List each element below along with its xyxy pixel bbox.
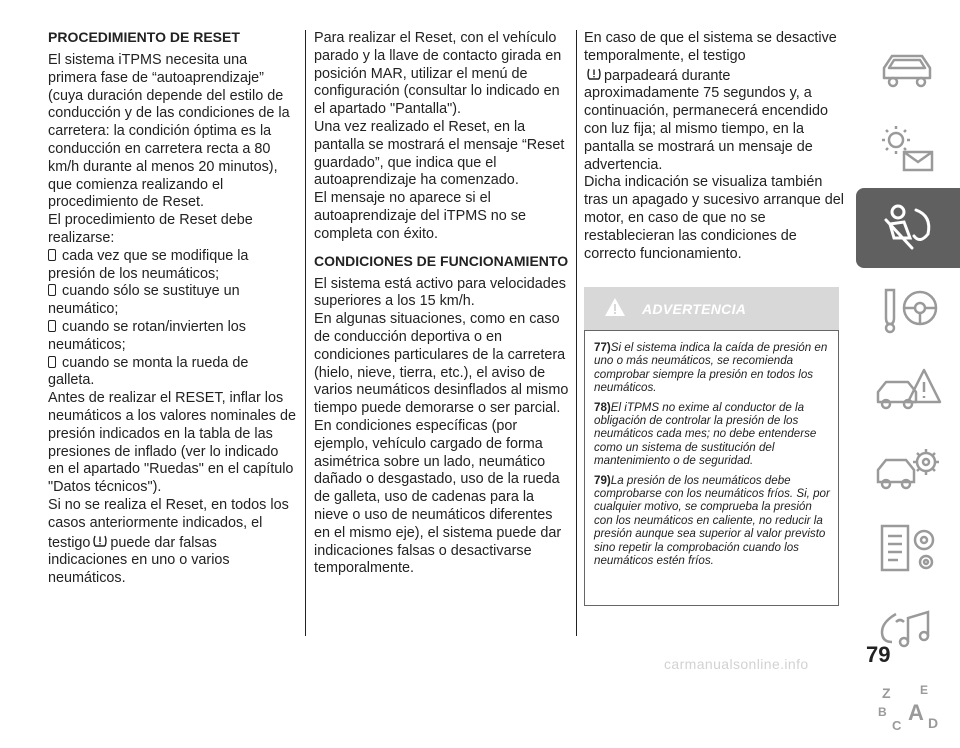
section-heading-reset: PROCEDIMIENTO DE RESET bbox=[48, 29, 240, 45]
list-item: cuando se rotan/invierten los neumáticos; bbox=[48, 318, 246, 353]
chapter-tab-warning-lights[interactable] bbox=[856, 108, 960, 188]
chapter-sidebar bbox=[856, 28, 960, 748]
paragraph: El sistema iTPMS necesita una primera fase de “autoaprendizaje” (cuya duración depende del estilo de conducción y de las condiciones de la carretera: la condición óptima es la conducción en carretera recta a 80 km/h durante al menos 20 minutos), que comienza realizando el procedimiento de Reset. bbox=[48, 52, 290, 211]
column-left bbox=[48, 30, 298, 588]
warning-title: ADVERTENCIA bbox=[642, 301, 747, 317]
tire-pressure-warning-icon bbox=[586, 66, 602, 82]
svg-text:B: B bbox=[878, 705, 887, 719]
list-item: cuando se monta la rueda de galleta. bbox=[48, 354, 249, 389]
svg-text:A: A bbox=[908, 700, 924, 725]
column-right bbox=[584, 30, 844, 263]
index-icon bbox=[872, 678, 944, 738]
chapter-tab-start-drive[interactable] bbox=[856, 268, 960, 348]
column-divider bbox=[305, 30, 306, 636]
warning-body bbox=[584, 330, 839, 606]
svg-text:D: D bbox=[928, 715, 939, 731]
paragraph: Antes de realizar el RESET, inflar los neumáticos a los valores nominales de presión indicados en la tabla de las presiones de inflado (ver lo indicado en el apartado "Ruedas" en el capítulo "Datos técnicos"). bbox=[48, 390, 296, 496]
paragraph: Si no se realiza el Reset, en todos los casos anteriormente indicados, el testigo puede dar falsas indicaciones en uno o varios neumáticos. bbox=[48, 496, 289, 587]
section-heading-conditions: CONDICIONES DE FUNCIONAMIENTO bbox=[314, 252, 569, 269]
key-steering-icon bbox=[872, 278, 944, 338]
paragraph: El sistema está activo para velocidades superiores a los 15 km/h. bbox=[314, 275, 566, 310]
paragraph: Dicha indicación se visualiza también tras un apagado y sucesivo arranque del motor, en caso de que no se restablecieran las condiciones de correcto funcionamiento. bbox=[584, 174, 845, 262]
chapter-tab-technical-data[interactable] bbox=[856, 508, 960, 588]
list-item: cuando sólo se sustituye un neumático; bbox=[48, 283, 240, 318]
column-divider bbox=[576, 30, 577, 636]
page-number: 79 bbox=[866, 642, 891, 667]
svg-text:C: C bbox=[892, 718, 902, 733]
maintenance-icon bbox=[872, 438, 944, 498]
list-item: cada vez que se modifique la presión de los neumáticos; bbox=[48, 247, 249, 282]
warning-item: 77)Si el sistema indica la caída de presión en uno o más neumáticos, se recomienda comprobar siempre la presión en todos los neumáticos. bbox=[594, 341, 828, 395]
paragraph: En caso de que el sistema se desactive temporalmente, el testigo parpadeará durante aproximadamente 75 segundos y, a continuación, permanecerá encendido con luz fija; al mismo tiempo, en la pantalla se mostrará un mensaje de advertencia. bbox=[584, 30, 837, 173]
chapter-tab-index[interactable] bbox=[856, 668, 960, 748]
watermark: carmanualsonline.info bbox=[664, 656, 809, 672]
safety-airbag-icon bbox=[872, 198, 944, 258]
technical-data-icon bbox=[872, 518, 944, 578]
warning-header bbox=[584, 287, 839, 330]
svg-text:Z: Z bbox=[882, 685, 891, 701]
bullet-box-icon bbox=[48, 284, 56, 296]
chapter-tab-emergency[interactable] bbox=[856, 348, 960, 428]
paragraph: El mensaje no aparece si el autoaprendizaje del iTPMS no se completa con éxito. bbox=[314, 190, 526, 242]
svg-text:E: E bbox=[920, 683, 929, 697]
paragraph: El procedimiento de Reset debe realizarse: bbox=[48, 212, 253, 246]
chapter-tab-maintenance[interactable] bbox=[856, 428, 960, 508]
tire-pressure-warning-icon bbox=[92, 533, 108, 549]
paragraph: En condiciones específicas (por ejemplo, vehículo cargado de forma asimétrica sobre un lado, neumático dañado o desgastado, uso de la rueda de galleta, uso de cadenas para la nieve o uso de neumáticos diferentes en el mismo eje), el sistema puede dar indicaciones falsas o desactivarse temporalmente. bbox=[314, 417, 562, 577]
bullet-box-icon bbox=[48, 249, 56, 261]
bullet-box-icon bbox=[48, 356, 56, 368]
paragraph: Para realizar el Reset, con el vehículo parado y la llave de contacto girada en posición MAR, utilizar el menú de configuración (consultar lo indicado en el apartado "Pantalla"). bbox=[314, 30, 562, 118]
bullet-box-icon bbox=[48, 320, 56, 332]
warning-item: 79)La presión de los neumáticos debe comprobarse con los neumáticos fríos. Si, por cualquier motivo, se comprueba la presión con los neumáticos en caliente, no reducir la presión aunque sea superior al valor previsto sino repetir la comprobación cuando los neumáticos estén fríos. bbox=[594, 473, 830, 568]
chapter-tab-car[interactable] bbox=[856, 28, 960, 108]
warning-triangle-icon bbox=[604, 296, 626, 318]
paragraph: En algunas situaciones, como en caso de conducción deportiva o en condiciones particulares de la carretera (hielo, nieve, tierra, etc.), el aviso de varios neumáticos desinflados al mismo tiempo puede demorarse o ser parcial. bbox=[314, 311, 569, 417]
column-middle bbox=[314, 30, 570, 578]
chapter-tab-safety[interactable] bbox=[856, 188, 960, 268]
paragraph: Una vez realizado el Reset, en la pantalla se mostrará el mensaje “Reset guardado”, que indica que el autoaprendizaje ha comenzado. bbox=[314, 118, 565, 189]
warning-item: 78)El iTPMS no exime al conductor de la obligación de controlar la presión de los neumáticos cada mes; no debe entenderse como un sistema de sustitución del mantenimiento o de seguridad. bbox=[594, 400, 817, 468]
car-icon bbox=[872, 38, 944, 98]
emergency-icon bbox=[872, 358, 944, 418]
warning-lights-icon bbox=[872, 118, 944, 178]
